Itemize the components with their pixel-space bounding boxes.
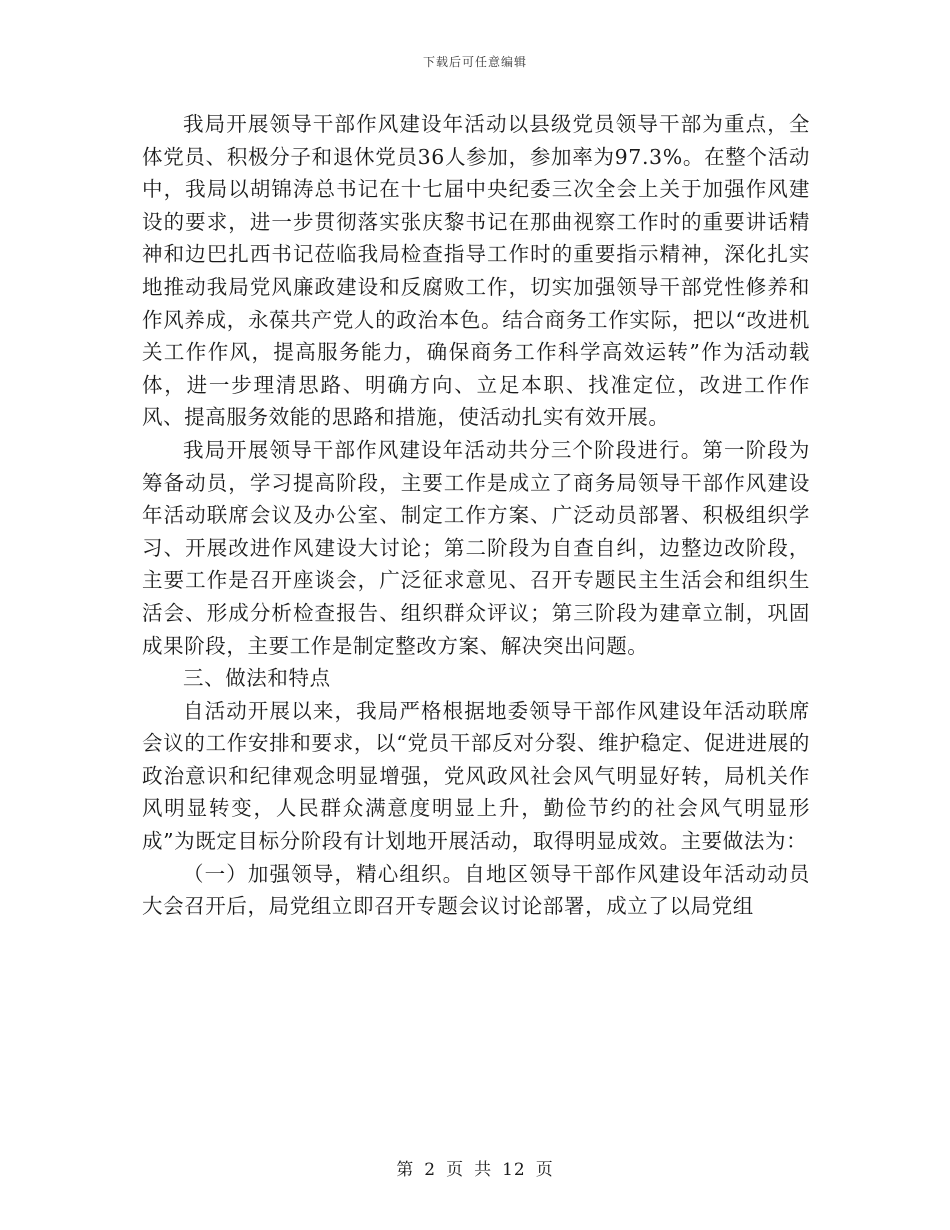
paragraph-4: 自活动开展以来，我局严格根据地委领导干部作风建设年活动联席会议的工作安排和要求，以“党员干部反对分裂、维护稳定、促进进展的政治意识和纪律观念明显增强，党风政风社会风气明显好转，局机关作风明显转变，人民群众满意度明显上升，勤俭节约的社会风气明显形成”为既定目标分阶段有计划地开展活动，取得明显成效。主要做法为： — [142, 698, 810, 854]
header-note: 下载后可任意编辑 — [422, 55, 527, 69]
page-footer — [0, 1155, 950, 1180]
total-pages: 12 — [502, 1160, 526, 1180]
document-body — [142, 108, 810, 923]
page-number: 2 — [424, 1160, 437, 1180]
paragraph-1: 我局开展领导干部作风建设年活动以县级党员领导干部为重点，全体党员、积极分子和退休党员36人参加，参加率为97.3%。在整个活动中，我局以胡锦涛总书记在十七届中央纪委三次全会上关于加强作风建设的要求，进一步贯彻落实张庆黎书记在那曲视察工作时的重要讲话精神和边巴扎西书记莅临我局检查指导工作时的重要指示精神，深化扎实地推动我局党风廉政建设和反腐败工作，切实加强领导干部党性修养和作风养成，永葆共产党人的政治本色。结合商务工作实际，把以“改进机关工作作风，提高服务能力，确保商务工作科学高效运转”作为活动载体，进一步理清思路、明确方向、立足本职、找准定位，改进工作作风、提高服务效能的思路和措施，使活动扎实有效开展。 — [142, 112, 810, 430]
total-label: 共 — [474, 1160, 493, 1180]
section-heading-3: 三、做法和特点 — [183, 666, 331, 691]
paragraph-2: 我局开展领导干部作风建设年活动共分三个阶段进行。第一阶段为筹备动员，学习提高阶段，主要工作是成立了商务局领导干部作风建设年活动联席会议及办公室、制定工作方案、广泛动员部署、积极组织学习、开展改进作风建设大讨论；第二阶段为自查自纠，边整边改阶段，主要工作是召开座谈会，广泛征求意见、召开专题民主生活会和组织生活会、形成分析检查报告、组织群众评议；第三阶段为建章立制，巩固成果阶段，主要工作是制定整改方案、解决突出问题。 — [142, 437, 810, 658]
page-label-suffix: 页 — [535, 1160, 554, 1180]
page-label-mid: 页 — [446, 1160, 465, 1180]
paragraph-5: （一）加强领导，精心组织。自地区领导干部作风建设年活动动员大会召开后，局党组立即召开专题会议讨论部署，成立了以局党组 — [142, 861, 810, 919]
page-label-prefix: 第 — [396, 1160, 415, 1180]
